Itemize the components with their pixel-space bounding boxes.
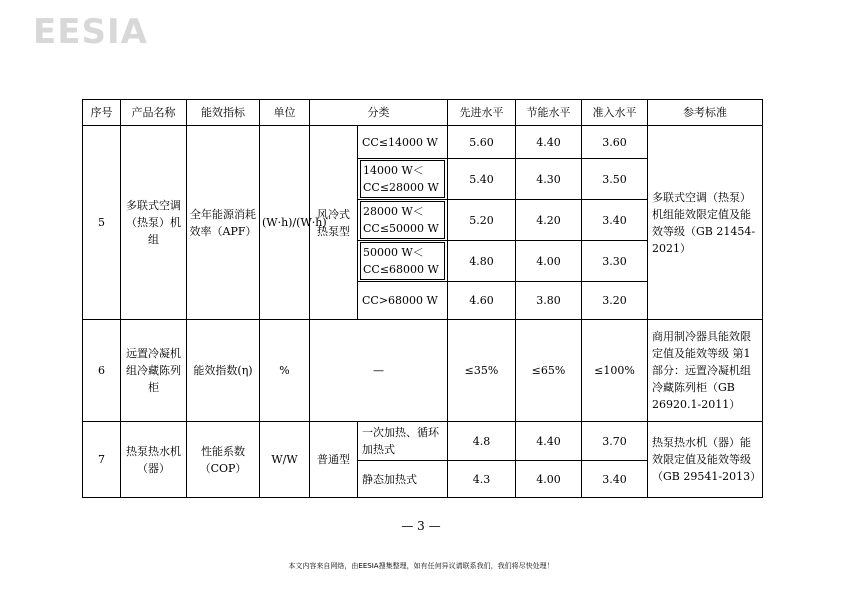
row5-name: 多联式空调（热泵）机组 xyxy=(121,126,187,320)
row5-adv: 4.60 xyxy=(448,282,516,320)
row5-range: CC>68000 W xyxy=(358,282,448,320)
row5-range: 14000 W＜CC≤28000 W xyxy=(358,159,448,200)
row7-reference: 热泵热水机（器）能效限定值及能效等级（GB 29541-2013） xyxy=(648,422,763,498)
row5-save: 4.00 xyxy=(516,241,582,282)
row6-adv: ≤35% xyxy=(448,320,516,422)
row5-save: 4.30 xyxy=(516,159,582,200)
row7-category: 普通型 xyxy=(310,422,358,498)
row7-adv: 4.3 xyxy=(448,461,516,498)
row5-category: 风冷式热泵型 xyxy=(310,126,358,320)
row5-range: 50000 W＜CC≤68000 W xyxy=(358,241,448,282)
row6-entry: ≤100% xyxy=(582,320,648,422)
row7-name: 热泵热水机（器） xyxy=(121,422,187,498)
row5-adv: 5.60 xyxy=(448,126,516,159)
row5-range: CC≤14000 W xyxy=(358,126,448,159)
row5-save: 4.20 xyxy=(516,200,582,241)
header-metric: 能效指标 xyxy=(187,100,260,126)
row5-adv: 5.40 xyxy=(448,159,516,200)
row5-reference: 多联式空调（热泵）机组能效限定值及能效等级（GB 21454-2021） xyxy=(648,126,763,320)
row5-entry: 3.40 xyxy=(582,200,648,241)
row7-unit: W/W xyxy=(260,422,310,498)
table-row xyxy=(83,422,763,461)
row5-metric: 全年能源消耗效率（APF） xyxy=(187,126,260,320)
row5-entry: 3.20 xyxy=(582,282,648,320)
row6-no: 6 xyxy=(83,320,121,422)
table-row xyxy=(83,320,763,422)
row7-range: 一次加热、循环加热式 xyxy=(358,422,448,461)
header-advanced: 先进水平 xyxy=(448,100,516,126)
row7-save: 4.00 xyxy=(516,461,582,498)
row7-adv: 4.8 xyxy=(448,422,516,461)
table-header-row xyxy=(83,100,763,126)
row7-save: 4.40 xyxy=(516,422,582,461)
header-product: 产品名称 xyxy=(121,100,187,126)
eesia-logo: EESIA xyxy=(33,12,148,52)
row5-unit: (W·h)/(W·h) xyxy=(260,126,310,320)
row5-adv: 4.80 xyxy=(448,241,516,282)
header-reference: 参考标准 xyxy=(648,100,763,126)
header-saving: 节能水平 xyxy=(516,100,582,126)
row5-entry: 3.60 xyxy=(582,126,648,159)
row5-save: 4.40 xyxy=(516,126,582,159)
row6-metric: 能效指数(η) xyxy=(187,320,260,422)
row6-reference: 商用制冷器具能效限定值及能效等级 第1部分：远置冷凝机组冷藏陈列柜（GB 26920.1-2011） xyxy=(648,320,763,422)
row6-unit: % xyxy=(260,320,310,422)
row6-name: 远置冷凝机组冷藏陈列柜 xyxy=(121,320,187,422)
header-unit: 单位 xyxy=(260,100,310,126)
row5-save: 3.80 xyxy=(516,282,582,320)
row7-range: 静态加热式 xyxy=(358,461,448,498)
row5-adv: 5.20 xyxy=(448,200,516,241)
page-number: — 3 — xyxy=(401,519,441,533)
header-entry: 准入水平 xyxy=(582,100,648,126)
row5-entry: 3.50 xyxy=(582,159,648,200)
row7-entry: 3.40 xyxy=(582,461,648,498)
row5-range: 28000 W＜CC≤50000 W xyxy=(358,200,448,241)
row6-save: ≤65% xyxy=(516,320,582,422)
row5-entry: 3.30 xyxy=(582,241,648,282)
row7-metric: 性能系数（COP） xyxy=(187,422,260,498)
table-row xyxy=(83,126,763,159)
footer-disclaimer: 本文内容来自网络，由EESIA搜集整理，如有任何异议请联系我们，我们将尽快处理！ xyxy=(288,562,554,570)
row7-entry: 3.70 xyxy=(582,422,648,461)
header-no: 序号 xyxy=(83,100,121,126)
energy-efficiency-table xyxy=(82,99,763,498)
header-category: 分类 xyxy=(310,100,448,126)
row6-category: — xyxy=(310,320,448,422)
row7-no: 7 xyxy=(83,422,121,498)
row5-no: 5 xyxy=(83,126,121,320)
